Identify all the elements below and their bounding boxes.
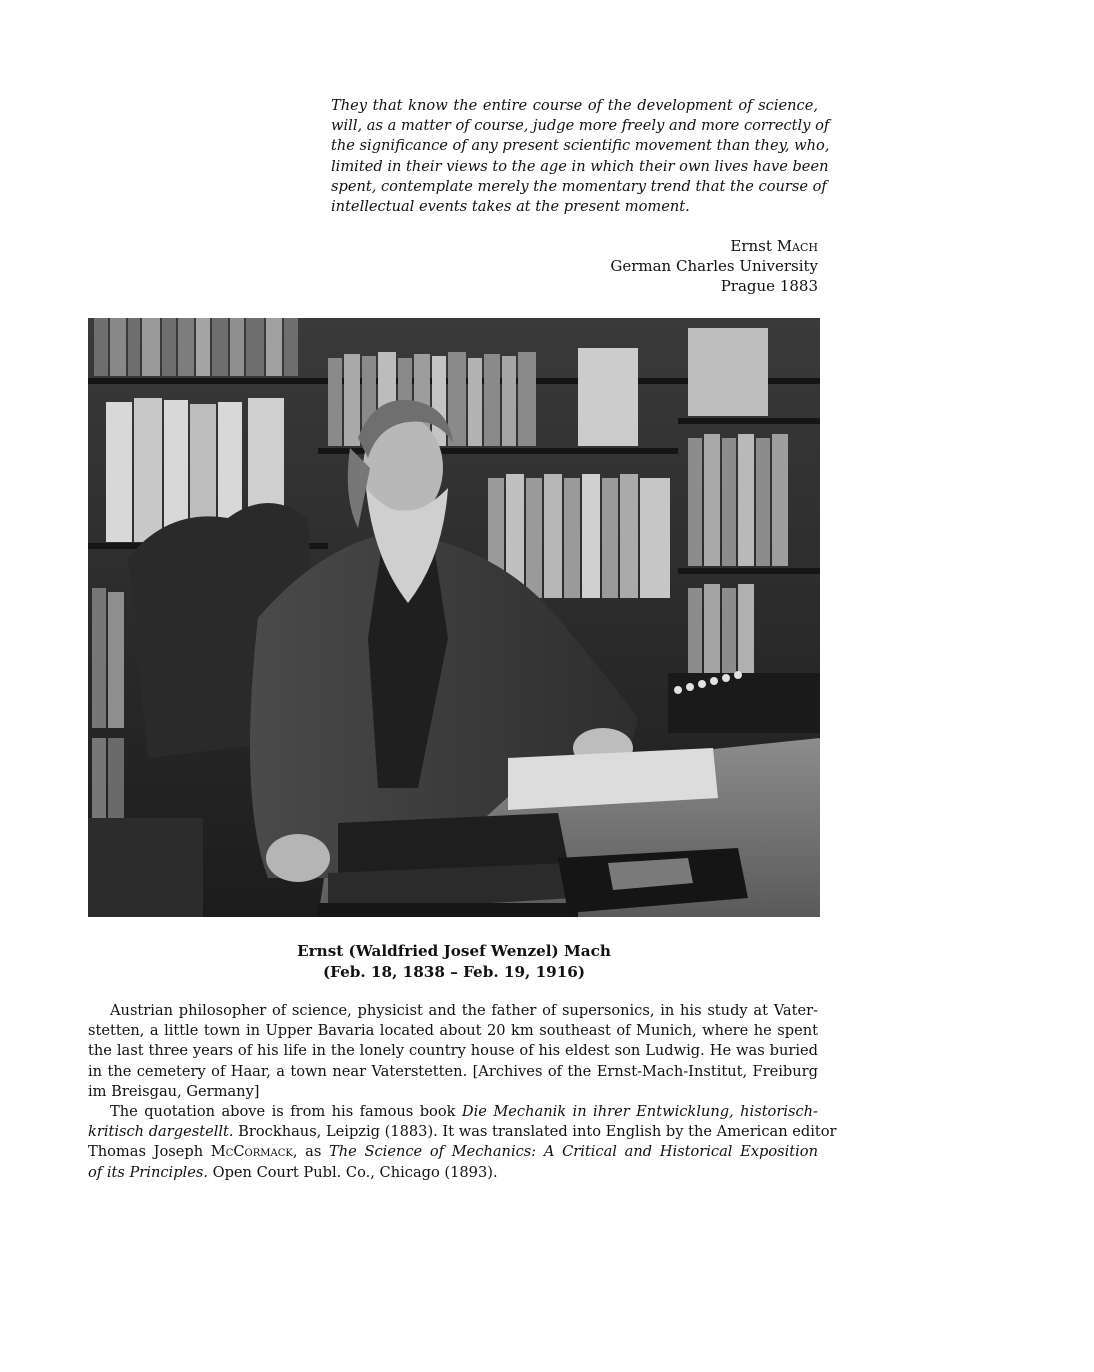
author-surname: Mach <box>776 237 818 255</box>
attribution-place-year: Prague 1883 <box>720 277 818 296</box>
body-line: stetten, a little town in Upper Bavaria located about 20 km southeast of Munich, where he spent <box>88 1022 818 1040</box>
caption-dates: (Feb. 18, 1838 – Feb. 19, 1916) <box>322 962 586 981</box>
book-title-english: The Science of Mechanics: A Critical and Historical Exposition <box>329 1143 818 1161</box>
text-run: Open Court Publ. Co., Chicago (1893). <box>207 1163 498 1181</box>
attribution-institution: German Charles University <box>610 257 818 276</box>
text-run: , as <box>292 1143 330 1161</box>
attribution-author <box>610 236 818 256</box>
body-line: the last three years of his life in the lonely country house of his eldest son Ludwig. He was buried <box>88 1042 818 1060</box>
portrait-photo <box>88 318 820 917</box>
caption-name: Ernst (Waldfried Josef Wenzel) Mach <box>297 942 611 960</box>
epigraph-quote <box>331 96 830 217</box>
portrait-illustration <box>88 318 820 917</box>
body-line: in the cemetery of Haar, a town near Vaterstetten. [Archives of the Ernst-Mach-Institut, Freiburg <box>88 1062 818 1080</box>
body-line <box>88 1142 818 1162</box>
translator-surname: McCormack <box>210 1143 293 1161</box>
epigraph-line: spent, contemplate merely the momentary trend that the course of <box>331 177 827 195</box>
body-line <box>88 1102 818 1122</box>
epigraph-line: They that know the entire course of the development of science, <box>331 97 818 114</box>
author-first-name: Ernst <box>730 237 772 255</box>
quote-attribution <box>610 236 818 297</box>
body-text <box>88 1001 837 1183</box>
epigraph-line: will, as a matter of course, judge more freely and more correctly of <box>331 117 830 135</box>
body-line: Austrian philosopher of science, physicist and the father of supersonics, in his study at Vater- <box>110 1002 818 1019</box>
body-line <box>88 1163 818 1183</box>
epigraph-line: limited in their views to the age in which their own lives have been <box>331 157 829 175</box>
book-title-german: kritisch dargestellt. <box>88 1123 234 1141</box>
epigraph-line: intellectual events takes at the present moment. <box>331 198 690 216</box>
text-run: Brockhaus, Leipzig (1883). It was translated into English by the American editor <box>233 1123 837 1141</box>
body-line: im Breisgau, Germany] <box>88 1082 260 1100</box>
book-title-english: of its Principles. <box>88 1163 208 1181</box>
photo-caption <box>88 941 820 982</box>
text-run: Thomas Joseph <box>88 1143 211 1161</box>
book-title-german: Die Mechanik in ihrer Entwicklung, historisch- <box>461 1103 818 1121</box>
epigraph-line: the significance of any present scientific movement than they, who, <box>331 137 830 155</box>
text-run: The quotation above is from his famous book <box>110 1103 462 1121</box>
body-line <box>88 1122 837 1142</box>
